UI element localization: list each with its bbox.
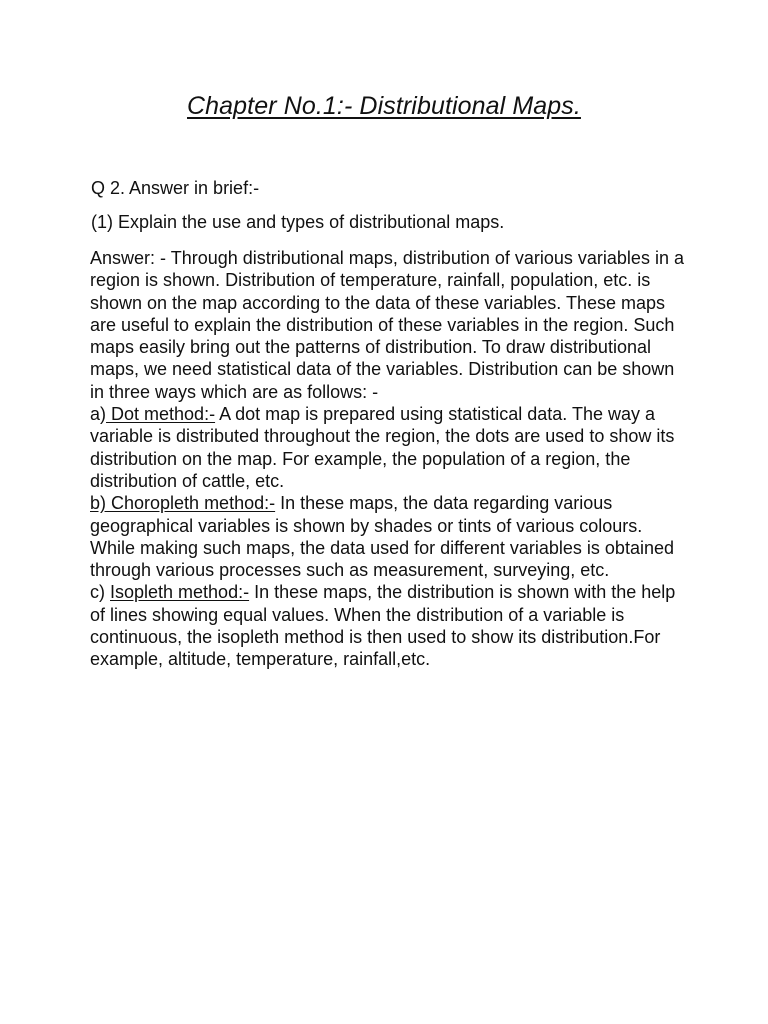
choropleth-method-paragraph [90,492,690,581]
isopleth-method-heading: Isopleth method:- [110,582,250,603]
question-text: (1) Explain the use and types of distributional maps. [91,212,505,232]
isopleth-method-text: In these maps, the distribution is shown with the help of lines showing equal values. When the distribution of a variable is continuous, the isopleth method is then used to show its distribution.For example, altitude, temperature, rainfall,etc. [90,582,676,670]
dot-method-text: A dot map is prepared using statistical data. The way a variable is distributed throughout the region, the dots are used to show its distribution on the map. For example, the population of a region, the distribution of cattle, etc. [90,404,675,491]
dot-method-prefix: a) [90,404,107,425]
isopleth-method-paragraph [90,581,690,670]
question-heading: Q 2. Answer in brief:- [91,178,260,198]
dot-method-paragraph [90,403,690,492]
answer-paragraph [90,247,690,403]
answer-text: - Through distributional maps, distribution of various variables in a region is shown. Distribution of temperature, rainfall, population, etc. is shown on the map according to the data of these variables. These maps are useful to explain the distribution of these variables in the region. Such maps easily bring out the patterns of distribution. To draw distributional maps, we need statistical data of the variables. Distribution can be shown in three ways which are as follows: - [90,248,684,402]
answer-label: Answer: [90,248,156,268]
isopleth-method-prefix: c) [90,582,110,603]
choropleth-method-heading: b) Choropleth method:- [90,493,276,514]
dot-method-heading: Dot method:- [106,404,216,425]
choropleth-method-text: In these maps, the data regarding various geographical variables is shown by shades or tints of various colours. While making such maps, the data used for different variables is obtained through various processes such as measurement, surveying, etc. [90,493,674,581]
answer-body [90,247,690,671]
page-title: Chapter No.1:- Distributional Maps. [187,92,581,120]
